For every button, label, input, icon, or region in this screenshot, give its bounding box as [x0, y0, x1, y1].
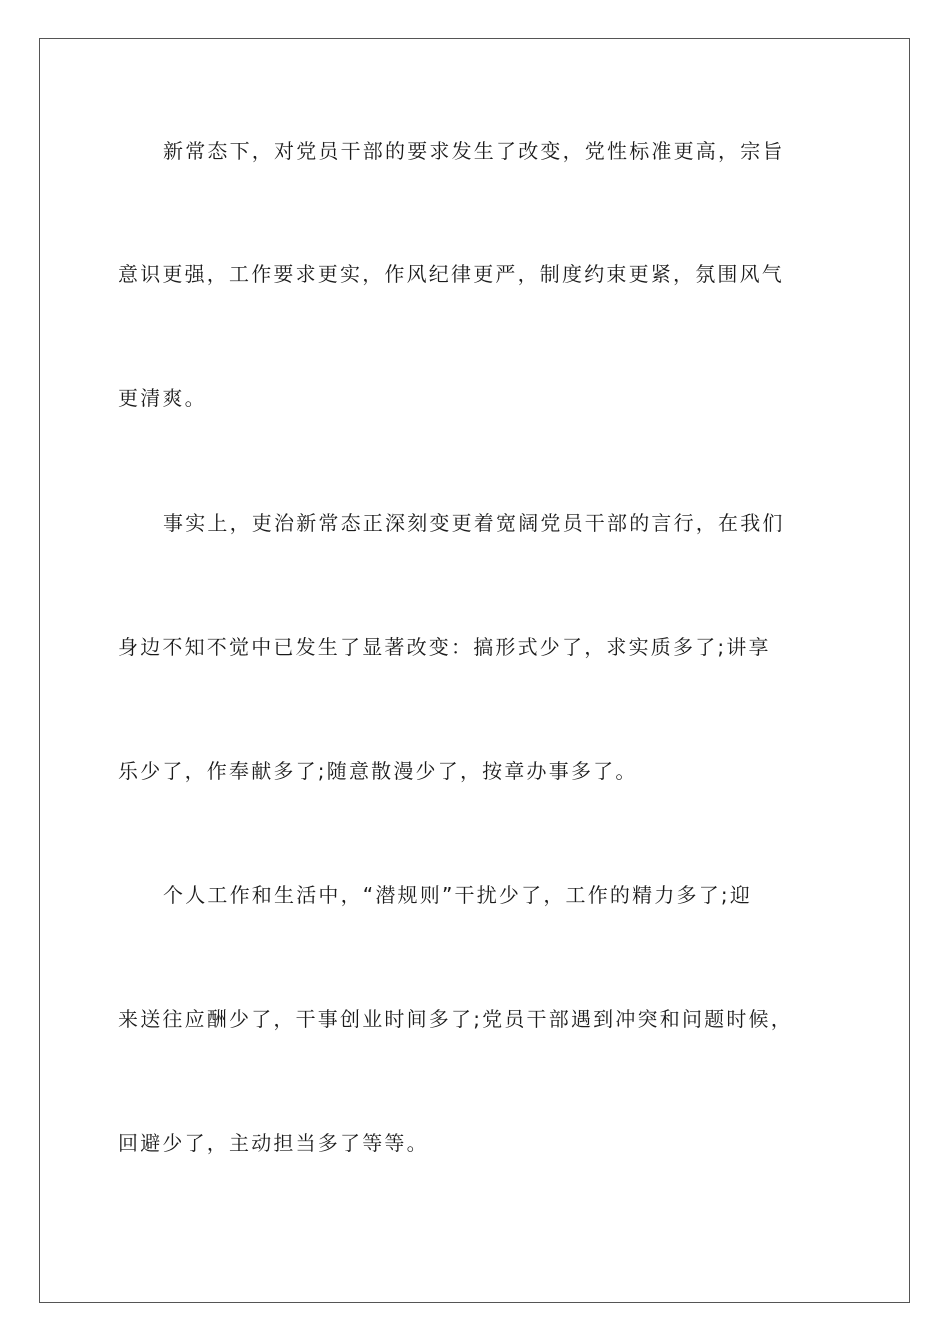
- paragraph-line: 来送往应酬少了，干事创业时间多了;党员干部遇到冲突和问题时候，: [118, 1007, 793, 1031]
- paragraph-line: 身边不知不觉中已发生了显著改变：搞形式少了，求实质多了;讲享: [118, 635, 771, 659]
- paragraph-line: 个人工作和生活中，“潜规则”干扰少了，工作的精力多了;迎: [163, 883, 753, 907]
- paragraph-line: 更清爽。: [118, 386, 207, 410]
- page-border: [39, 38, 910, 1303]
- paragraph-line: 回避少了，主动担当多了等等。: [118, 1131, 429, 1155]
- paragraph-line: 意识更强，工作要求更实，作风纪律更严，制度约束更紧，氛围风气: [118, 262, 784, 286]
- paragraph-line: 乐少了，作奉献多了;随意散漫少了，按章办事多了。: [118, 759, 638, 783]
- paragraph-line: 新常态下，对党员干部的要求发生了改变，党性标准更高，宗旨: [163, 139, 785, 163]
- paragraph-line: 事实上，吏治新常态正深刻变更着宽阔党员干部的言行，在我们: [163, 511, 785, 535]
